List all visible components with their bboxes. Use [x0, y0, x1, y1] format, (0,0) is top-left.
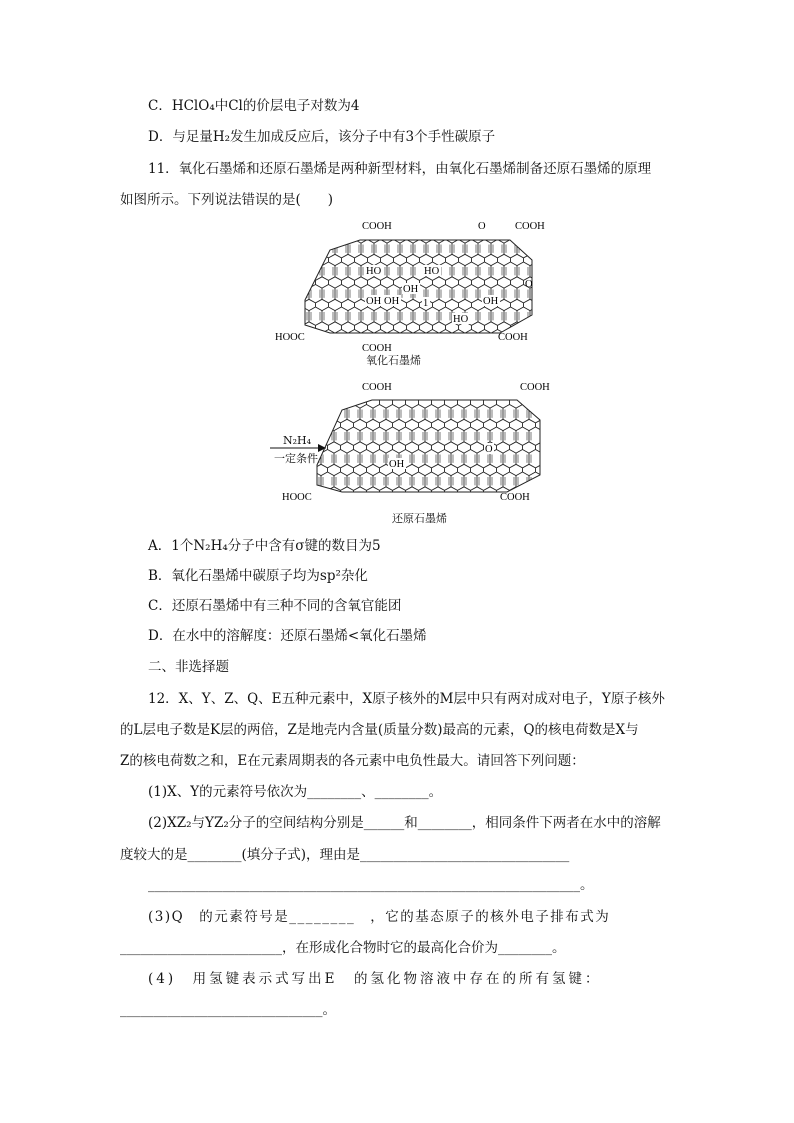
label-one: 1: [423, 298, 429, 309]
label-hooc-2: HOOC: [282, 492, 312, 503]
label-cooh-5: COOH: [362, 382, 392, 393]
label-ho-2: HO: [424, 266, 440, 277]
section-heading: 二、非选择题: [148, 659, 229, 675]
label-oh-2: OH: [384, 296, 400, 307]
part-4-line2: ______________________________。: [120, 1002, 336, 1018]
label-cooh-1: COOH: [362, 221, 392, 232]
option-b: B．氧化石墨烯中碳原子均为sp²杂化: [148, 568, 368, 584]
part-3-line1: (3)Q 的元素符号是________ ，它的基态原子的核外电子排布式为: [148, 909, 611, 925]
part-1: (1)X、Y的元素符号依次为________、________。: [148, 784, 443, 800]
question-11-line2: 如图所示。下列说法错误的是( ): [120, 192, 334, 208]
part-2-line3: ________________________________________________________________。: [148, 877, 594, 893]
label-oh-1: OH: [366, 296, 382, 307]
label-hooc-1: HOOC: [275, 332, 305, 343]
option-a: A．1个N₂H₄分子中含有σ键的数目为5: [148, 538, 381, 554]
part-4-line1: (4) 用氢键表示式写出E 的氢化物溶液中存在的所有氢键：: [148, 971, 602, 987]
option-d-prev: D．与足量H₂发生加成反应后，该分子中有3个手性碳原子: [148, 129, 496, 145]
label-oh-3: OH: [403, 284, 419, 295]
part-3-line2: ________________________，在形成化合物时它的最高化合价为________。: [120, 940, 566, 956]
label-cooh-3: COOH: [498, 332, 528, 343]
part-2-line2: 度较大的是________(填分子式)，理由是_______________________________: [120, 847, 570, 863]
label-o-1: O: [478, 221, 486, 232]
question-12-line3: Z的核电荷数之和，E在元素周期表的各元素中电负性最大。请回答下列问题：: [120, 753, 585, 769]
option-c: C．还原石墨烯中有三种不同的含氧官能团: [148, 598, 402, 614]
part-2-line1: (2)XZ₂与YZ₂分子的空间结构分别是______和________，相同条件下两者在水中的溶解: [148, 815, 661, 831]
label-ho-3: HO: [453, 314, 469, 325]
graphene-oxide-figure: [270, 215, 570, 365]
option-c-prev: C．HClO₄中Cl的价层电子对数为4: [148, 98, 360, 114]
caption-reduced-graphene: 还原石墨烯: [392, 512, 447, 525]
label-cooh-4: COOH: [362, 343, 392, 354]
arrow-condition: 一定条件: [274, 452, 318, 465]
question-12-line1: 12．X、Y、Z、Q、E五种元素中，X原子核外的M层中只有两对成对电子，Y原子核外: [148, 691, 665, 707]
label-cooh-7: COOH: [500, 492, 530, 503]
question-11-line1: 11．氧化石墨烯和还原石墨烯是两种新型材料，由氧化石墨烯制备还原石墨烯的原理: [148, 161, 652, 177]
option-d: D．在水中的溶解度：还原石墨烯<氧化石墨烯: [148, 628, 427, 644]
label-cooh-6: COOH: [520, 382, 550, 393]
label-oh-5: OH: [389, 459, 405, 470]
reduced-graphene-figure: [282, 380, 562, 510]
label-cooh-2: COOH: [515, 221, 545, 232]
label-o-3: O: [485, 444, 493, 455]
question-12-line2: 的L层电子数是K层的两倍，Z是地壳内含量(质量分数)最高的元素，Q的核电荷数是X与: [120, 722, 639, 738]
label-oh-4: OH: [483, 296, 499, 307]
label-o-2: O: [525, 279, 533, 290]
label-ho-1: HO: [366, 266, 382, 277]
arrow-reagent: N₂H₄: [283, 434, 312, 447]
caption-graphene-oxide: 氧化石墨烯: [366, 354, 421, 367]
